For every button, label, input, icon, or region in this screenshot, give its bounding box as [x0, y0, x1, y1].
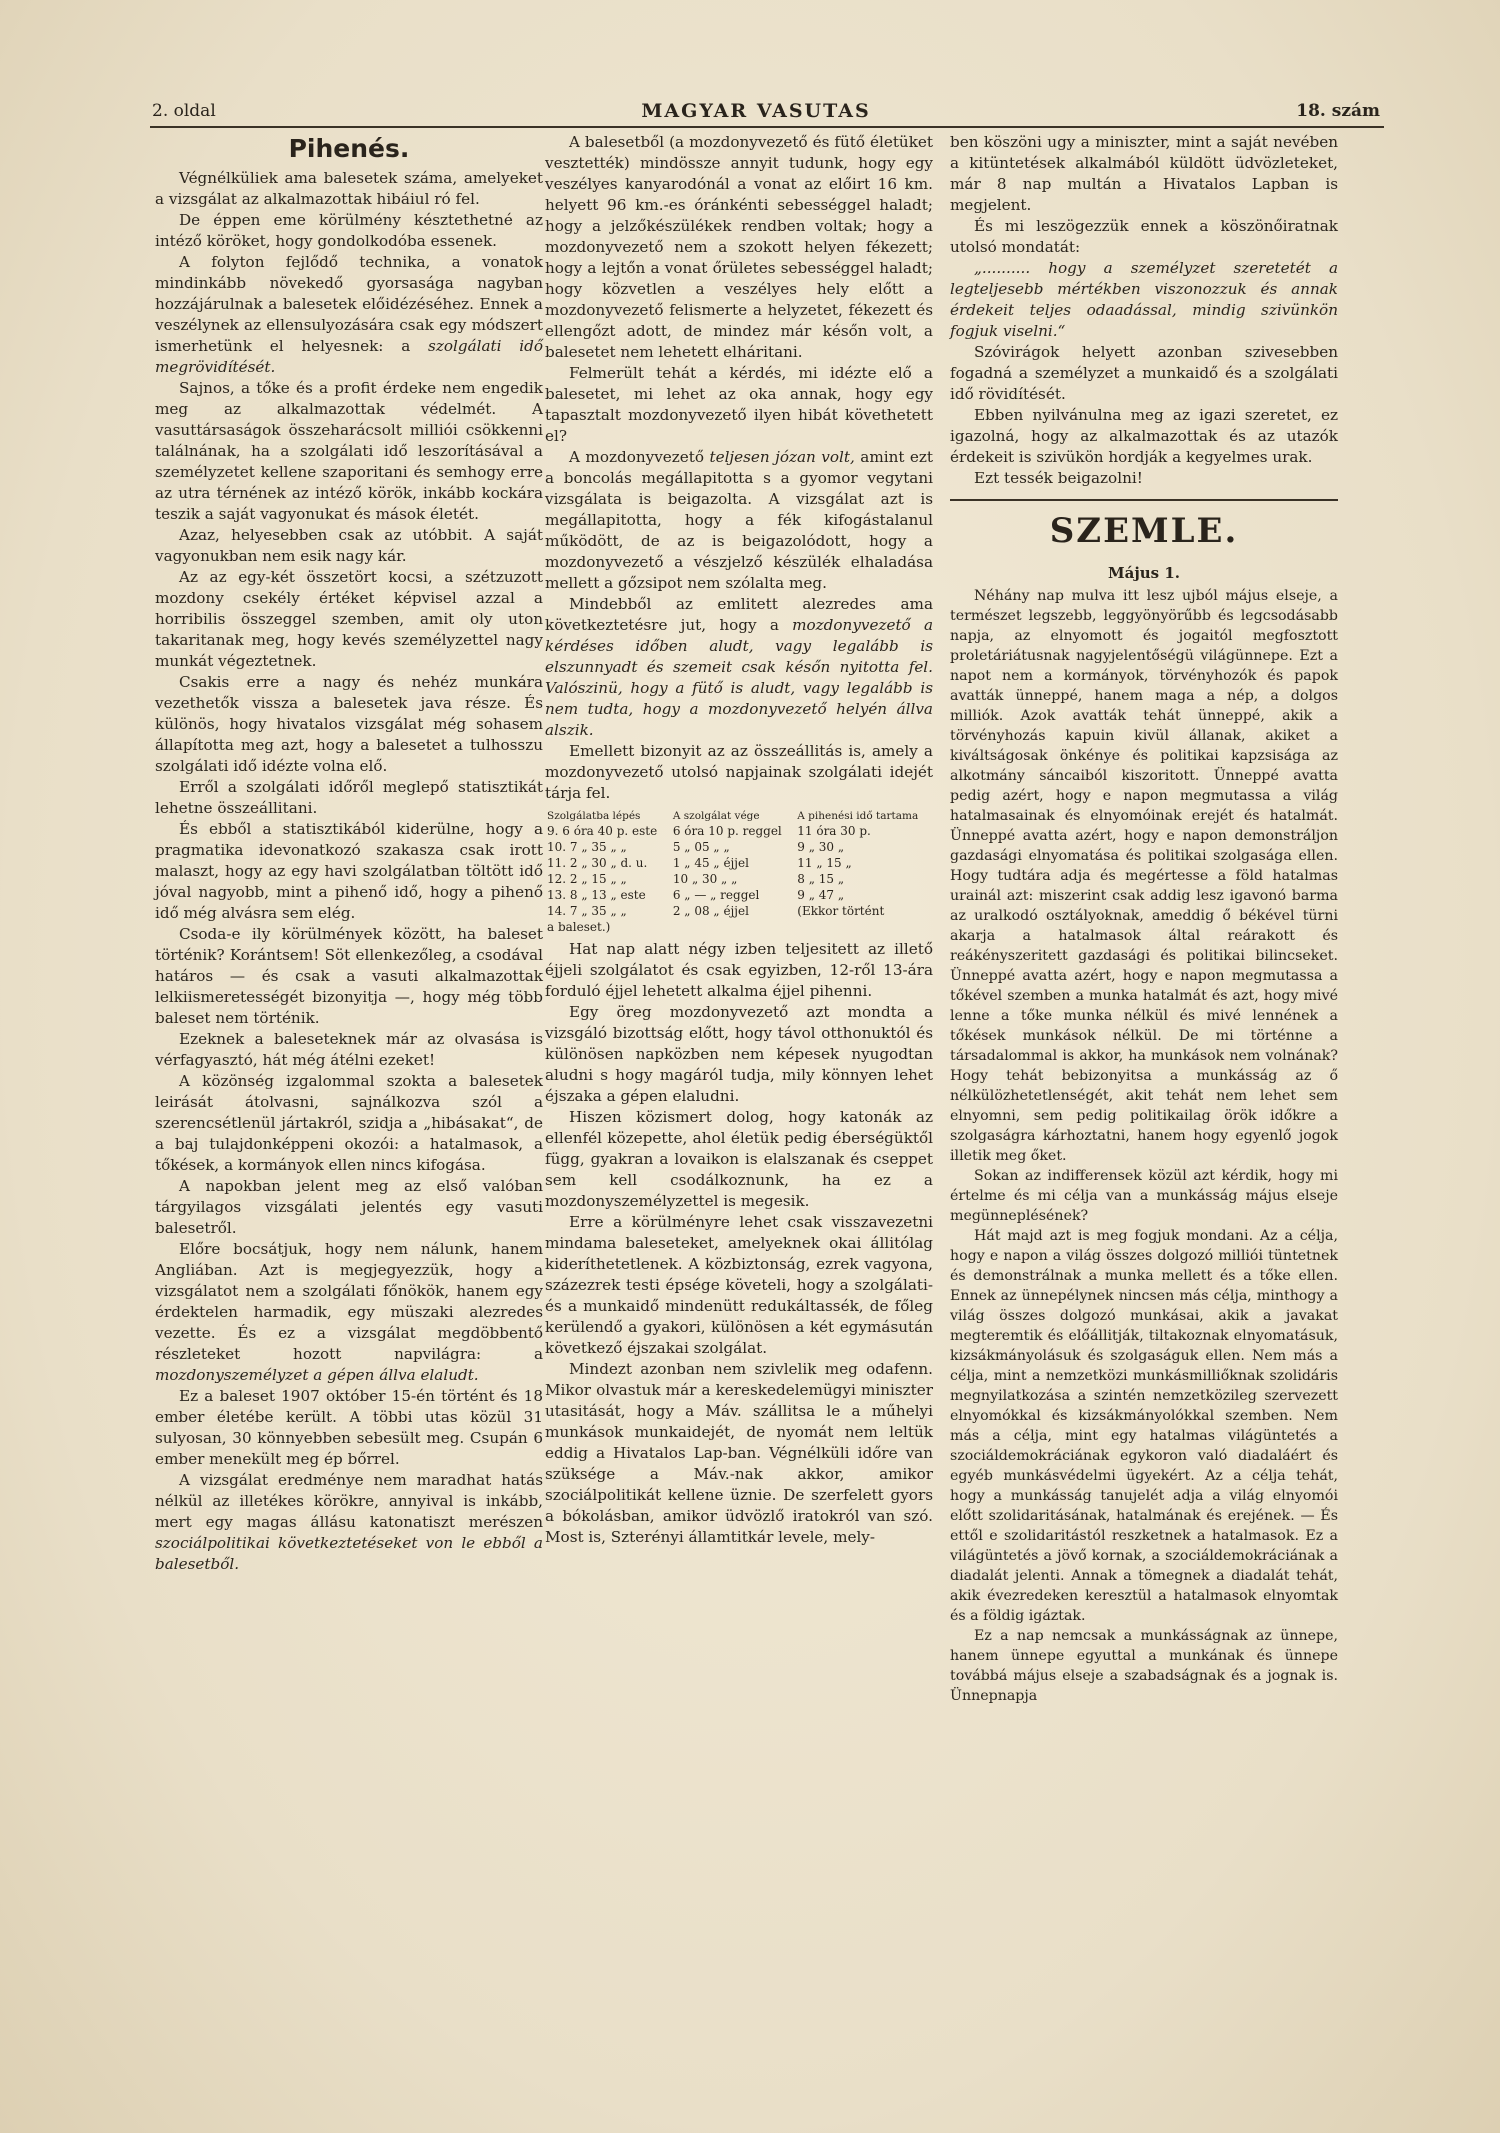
paragraph: Erről a szolgálati időről meglepő statisztikát lehetne összeállitani.	[155, 778, 543, 817]
column-1	[155, 132, 543, 1575]
table-row: 14. 7 „ 35 „ „ 2 „ 08 „ éjjel (Ekkor történt	[547, 904, 885, 918]
newspaper-title: MAGYAR VASUTAS	[641, 100, 871, 122]
paragraph: De éppen eme körülmény késztethetné az intéző köröket, hogy gondolkodóba essenek.	[155, 211, 543, 250]
paragraph: A vizsgálat eredménye nem maradhat hatás nélkül az illetékes körökre, annyival is inkább, mert egy magas állásu katonatiszt merészen szociálpolitikai következtetéseket von le ebből a balesetből.	[155, 1471, 543, 1573]
paragraph: Sokan az indifferensek közül azt kérdik, hogy mi értelme és mi célja van a munkásság május elseje megünneplésének?	[950, 1168, 1338, 1224]
emphasis: mozdonyvezető a kérdéses időben aludt, vagy legalább is elszunnyadt és szemeit csak későn nyitotta fel. Valószinü, hogy a fütő is aludt, vagy legalább is nem tudta, hogy a mozdonyvezető helyén állva alszik.	[545, 616, 934, 739]
column-2	[545, 132, 933, 1548]
paragraph: Csakis erre a nagy és nehéz munkára vezethetők vissza a balesetek java része. És különös, hogy hivatalos vizsgálat még sohasem állapította meg azt, hogy a balesetet a tulhosszu szolgálati idő idézte volna elő.	[155, 673, 543, 775]
paragraph: A napokban jelent meg az első valóban tárgyilagos vizsgálati jelentés egy vasuti balesetről.	[155, 1177, 543, 1237]
paragraph: Hat nap alatt négy izben teljesitett az illető éjjeli szolgálatot és csak egyizben, 12-ről 13-ára forduló éjjel lehetett alkalma éjjel pihenni.	[545, 940, 933, 1000]
emphasis: teljesen józan volt,	[709, 448, 855, 466]
paragraph: Néhány nap mulva itt lesz ujból május elseje, a természet legszebb, leggyönyörűbb és legcsodásabb napja, az elnyomott és jogaitól megfosztott proletáriátusnak nagyjelentőségü világünnepe. Ezt a napot nem a kormányok, törvényhozók és papok avatták ünneppé, hanem maga a nép, a dolgos milliók. Azok avatták tehát ünneppé, akik a törvényhozás kapuin kivül állanak, akiket a kiváltságosak önkénye és politikai kapzsisága az alkotmány sáncaiból kiszoritott. Ünneppé avatta pedig azért, hogy e napon megmutassa a világ hatalmasainak és elnyomóinak erejét és hatalmát. Ünneppé avatta azért, hogy e napon demonstráljon gazdasági elnyomatása és politikai szolgasága ellen. Hogy tudtára adja és megértesse a föld hatalmas urainál azt: miszerint csak addig lesz igavonó barma az uralkodó osztályoknak, ameddig ő békével türni akarja a hatalmasok által reárakott és reákényszeritett gazdasági és politikai bilincseket. Ünneppé avatta azért, hogy e napon megmutassa a tőkével szemben a munka hatalmát és azt, hogy mivé lenne a tőke munka nélkül és mivé lennének a tőkések munkások nélkül. De mi történne a társadalommal is akkor, ha munkások nem volnának? Hogy tehát bebizonyitsa a munkásság az ő nélkülözhetetlenségét, akit tehát nem lehet sem elnyomni, sem pedig politikailag örök időkre a szolgaságra kárhoztatni, hanem hogy egyenlő jogok illetik meg őket.	[950, 588, 1338, 1164]
header-rule	[150, 126, 1384, 128]
paragraph: És mi leszögezzük ennek a köszönőiratnak utolsó mondatát:	[950, 217, 1338, 256]
table-row: a baleset.)	[547, 920, 611, 934]
article-subtitle: Május 1.	[1108, 564, 1180, 582]
schedule-table	[545, 810, 933, 935]
paragraph: Ezt tessék beigazolni!	[974, 469, 1143, 487]
paragraph: Csoda-e ily körülmények között, ha baleset történik? Korántsem! Söt ellenkezőleg, a csodával határos — és csak a vasuti alkalmazottak lelkiismeretességét bizonyitja —, hogy még több baleset nem történik.	[155, 925, 543, 1027]
szemle-body	[950, 586, 1338, 1706]
paragraph: Ebben nyilvánulna meg az igazi szeretet, ez igazolná, hogy az alkalmazottak és az utazók érdekeit is szivükön hordják a kegyelmes urak.	[950, 406, 1338, 466]
table-header: A pihenési idő tartama	[797, 810, 919, 822]
issue-number: 18. szám	[1296, 101, 1380, 121]
paragraph: Hiszen közismert dolog, hogy katonák az ellenfél közepette, ahol életük pedig éberségüktől függ, gyakran a lovaikon is elalszanak és cseppet sem kell csodálkoznunk, ha ez a mozdonyszemélyzettel is megesik.	[545, 1108, 933, 1210]
page-header	[152, 98, 1380, 124]
emphasis: szociálpolitikai következtetéseket von le ebből a balesetből.	[155, 1534, 543, 1573]
paragraph: A mozdonyvezető teljesen józan volt, amint ezt a boncolás megállapitotta s a gyomor vegytani vizsgálata is beigazolta. A vizsgálat azt is megállapitotta, hogy a fék kifogástalanul működött, de az is beigazolódott, hogy a mozdonyvezető a vészjelző készülék elhaladása mellett a gőzsipot nem szólalta meg.	[545, 448, 934, 592]
paragraph: A balesetből (a mozdonyvezető és fütő életüket vesztették) mindössze annyit tudunk, hogy egy veszélyes kanyarodónál a vonat az előirt 16 km. helyett 96 km.-es óránkénti sebességgel haladt; hogy a jelzőkészülékek rendben voltak; hogy a mozdonyvezető nem a szokott helyen fékezett; hogy a lejtőn a vonat őrületes sebességgel haladt; hogy közvetlen a veszélyes hely előtt a mozdonyvezető felismerte a helyzetet, fékezett és ellengőzt adott, de mindez már későn volt, a balesetet nem lehetett elháritani.	[545, 133, 933, 361]
paragraph: Felmerült tehát a kérdés, mi idézte elő a balesetet, mi lehet az oka annak, hogy egy tapasztalt mozdonyvezető ilyen hibát követhetett el?	[545, 364, 933, 445]
quote: „.......... hogy a személyzet szeretetét a legteljesebb mértékben viszonozzuk és annak érdekeit teljes odaadással, mindig szivünkön fogjuk viselni.“	[950, 259, 1338, 340]
paragraph: Ezeknek a baleseteknek már az olvasása is vérfagyasztó, hát még átélni ezeket!	[155, 1030, 543, 1069]
paragraph: A folyton fejlődő technika, a vonatok mindinkább növekedő gyorsasága nagyban hozzájárulnak a balesetek előidézéséhez. Ennek a veszélynek az ellensulyozására csak egy módszert ismerhetünk el helyesnek: a szolgálati idő megrövidítését.	[155, 253, 543, 376]
paragraph: Ez a baleset 1907 október 15-én történt és 18 ember életébe került. A többi utas közül 31 sulyosan, 30 könnyebben sebesült meg. Csupán 6 ember menekült meg ép bőrrel.	[155, 1387, 543, 1468]
paragraph: Egy öreg mozdonyvezető azt mondta a vizsgáló bizottság előtt, hogy távol otthonuktól és különösen napközben nem képesek nyugodtan aludni s hogy magáról tudja, mily könnyen lehet éjszaka a gépen elaludni.	[545, 1003, 933, 1105]
paragraph: Azaz, helyesebben csak az utóbbit. A saját vagyonukban nem esik nagy kár.	[155, 526, 543, 565]
article-title-pihenes: Pihenés.	[288, 134, 410, 163]
emphasis: szolgálati idő megrövidítését.	[155, 337, 543, 376]
table-row: 9. 6 óra 40 p. este 6 óra 10 p. reggel 11 óra 30 p.	[547, 824, 871, 838]
emphasis: mozdonyszemélyzet a gépen állva elaludt.	[155, 1366, 479, 1384]
paragraph: Előre bocsátjuk, hogy nem nálunk, hanem Angliában. Azt is megjegyezzük, hogy a vizsgálatot nem a szolgálati főnökök, hanem egy érdektelen harmadik, egy müszaki alezredes vezette. És ez a vizsgálat megdöbbentő részleteket hozott napvilágra: a mozdonyszemélyzet a gépen állva elaludt.	[155, 1240, 543, 1384]
paragraph: Szóvirágok helyett azonban szivesebben fogadná a személyzet a munkaidő és a szolgálati idő rövidítését.	[950, 343, 1338, 403]
paragraph: Emellett bizonyit az az összeállitás is, amely a mozdonyvezető utolsó napjainak szolgálati idejét tárja fel.	[545, 742, 933, 802]
paragraph: Mindebből az emlitett alezredes ama következtetésre jut, hogy a mozdonyvezető a kérdéses időben aludt, vagy legalább is elszunnyadt és szemeit csak későn nyitotta fel. Valószinü, hogy a fütő is aludt, vagy legalább is nem tudta, hogy a mozdonyvezető helyén állva alszik.	[545, 595, 934, 739]
section-divider	[950, 499, 1338, 501]
paragraph: Mindezt azonban nem szivlelik meg odafenn. Mikor olvastuk már a kereskedelemügyi miniszter utasitását, hogy a Máv. szállitsa le a műhelyi munkások munkaidejét, de nyomát nem leltük eddig a Hivatalos Lap-ban. Végnélküli időre van szüksége a Máv.-nak akkor, amikor szociálpolitikát kellene üznie. De szerfelett gyors a bókolásban, amikor üdvözlő iratokról van szó. Most is, Szterényi államtitkár levele, mely-	[545, 1360, 933, 1546]
paragraph: Ez a nap nemcsak a munkásságnak az ünnepe, hanem ünnepe egyuttal a munkának és ünnepe továbbá május elseje a szabadságnak és a jognak is. Ünnepnapja	[950, 1628, 1338, 1704]
table-row: 10. 7 „ 35 „ „ 5 „ 05 „ „ 9 „ 30 „	[547, 840, 845, 854]
table-header: Szolgálatba lépés	[547, 810, 641, 822]
paragraph: Sajnos, a tőke és a profit érdeke nem engedik meg az alkalmazottak védelmét. A vasuttársaságok összeharácsolt milliói csökkenni találnának, ha a szolgálati idő leszorításával a személyzetet kellene szaporitani és semhogy erre az utra térnének az intéző körök, inkább kockára teszik a saját vagyonukat és mások életét.	[155, 379, 543, 523]
table-row: 13. 8 „ 13 „ este 6 „ — „ reggel 9 „ 47 „	[547, 888, 845, 902]
table-row: 12. 2 „ 15 „ „ 10 „ 30 „ „ 8 „ 15 „	[547, 872, 845, 886]
paragraph: Erre a körülményre lehet csak visszavezetni mindama baleseteket, amelyeknek okai állitólag kideríthetetlenek. A közbiztonság, ezrek vagyona, százezrek testi épsége követeli, hogy a szolgálati- és a munkaidő mindenütt redukáltassék, de főleg kerülendő a gyakori, különösen a két egymásután következő éjszakai szolgálat.	[545, 1213, 933, 1357]
section-title-szemle: SZEMLE.	[1049, 511, 1239, 551]
page-number: 2. oldal	[152, 101, 216, 121]
table-row: 11. 2 „ 30 „ d. u. 1 „ 45 „ éjjel 11 „ 15 „	[547, 856, 852, 870]
paragraph: A közönség izgalommal szokta a balesetek leirását átolvasni, sajnálkozva szól a szerencsétlenül jártakról, szidja a „hibásakat“, de a baj tulajdonképpeni okozói: a hatalmasok, a tőkések, a kormányok ellen nincs kifogása.	[155, 1072, 543, 1174]
column-3	[950, 132, 1338, 1706]
paragraph: Végnélküliek ama balesetek száma, amelyeket a vizsgálat az alkalmazottak hibáiul ró fel.	[155, 169, 543, 208]
table-header: A szolgálat vége	[672, 810, 760, 822]
paragraph: És ebből a statisztikából kiderülne, hogy a pragmatika idevonatkozó szakasza csak irott malaszt, hogy az egy havi szolgálatban töltött idő jóval nagyobb, mint a pihenő idő, hogy a pihenő idő még alvásra sem elég.	[155, 820, 543, 922]
paragraph: Hát majd azt is meg fogjuk mondani. Az a célja, hogy e napon a világ összes dolgozó milliói tüntetnek és demonstrálnak a munka mellett és a tőke ellen. Ennek az ünnepélynek nincsen más célja, minthogy a világ összes dolgozó munkásai, akik a javakat megteremtik és előállitják, tiltakoznak elnyomatásuk, kizsákmányolásuk és szolgaságuk ellen. Nem más a célja, mint a nemzetközi munkásmilliőknak szolidáris megnyilatkozása a szintén nemzetközileg szervezett elnyomókkal és kizsákmányolókkal szemben. Nem más a célja, mint egy hatalmas világüntetés a szociáldemokráciának egykoron való diadaláért és egyéb munkásvédelmi ügyekért. Az a célja tehát, hogy a munkásság tanujelét adja a világ elnyomói előtt szolidaritásának, hatalmának és erejének. — És ettől e szolidaritástól reszketnek a hatalmasok. Ez a világüntetés a jövő kornak, a szociáldemokráciának a diadalát jelenti. Annak a tömegnek a diadalát tehát, akik évezredeken keresztül a hatalmasok elnyomtak és a földig igáztak.	[950, 1228, 1338, 1624]
paragraph: ben köszöni ugy a miniszter, mint a saját nevében a kitüntetések alkalmából küldött üdvözleteket, már 8 nap multán a Hivatalos Lapban is megjelent.	[950, 133, 1338, 214]
paragraph: Az az egy-két összetört kocsi, a szétzuzott mozdony csekély értéket képvisel azzal a horribilis összeggel szemben, amit oly uton takaritanak meg, hogy kevés személyzettel nagy munkát végeztetnek.	[155, 568, 543, 670]
